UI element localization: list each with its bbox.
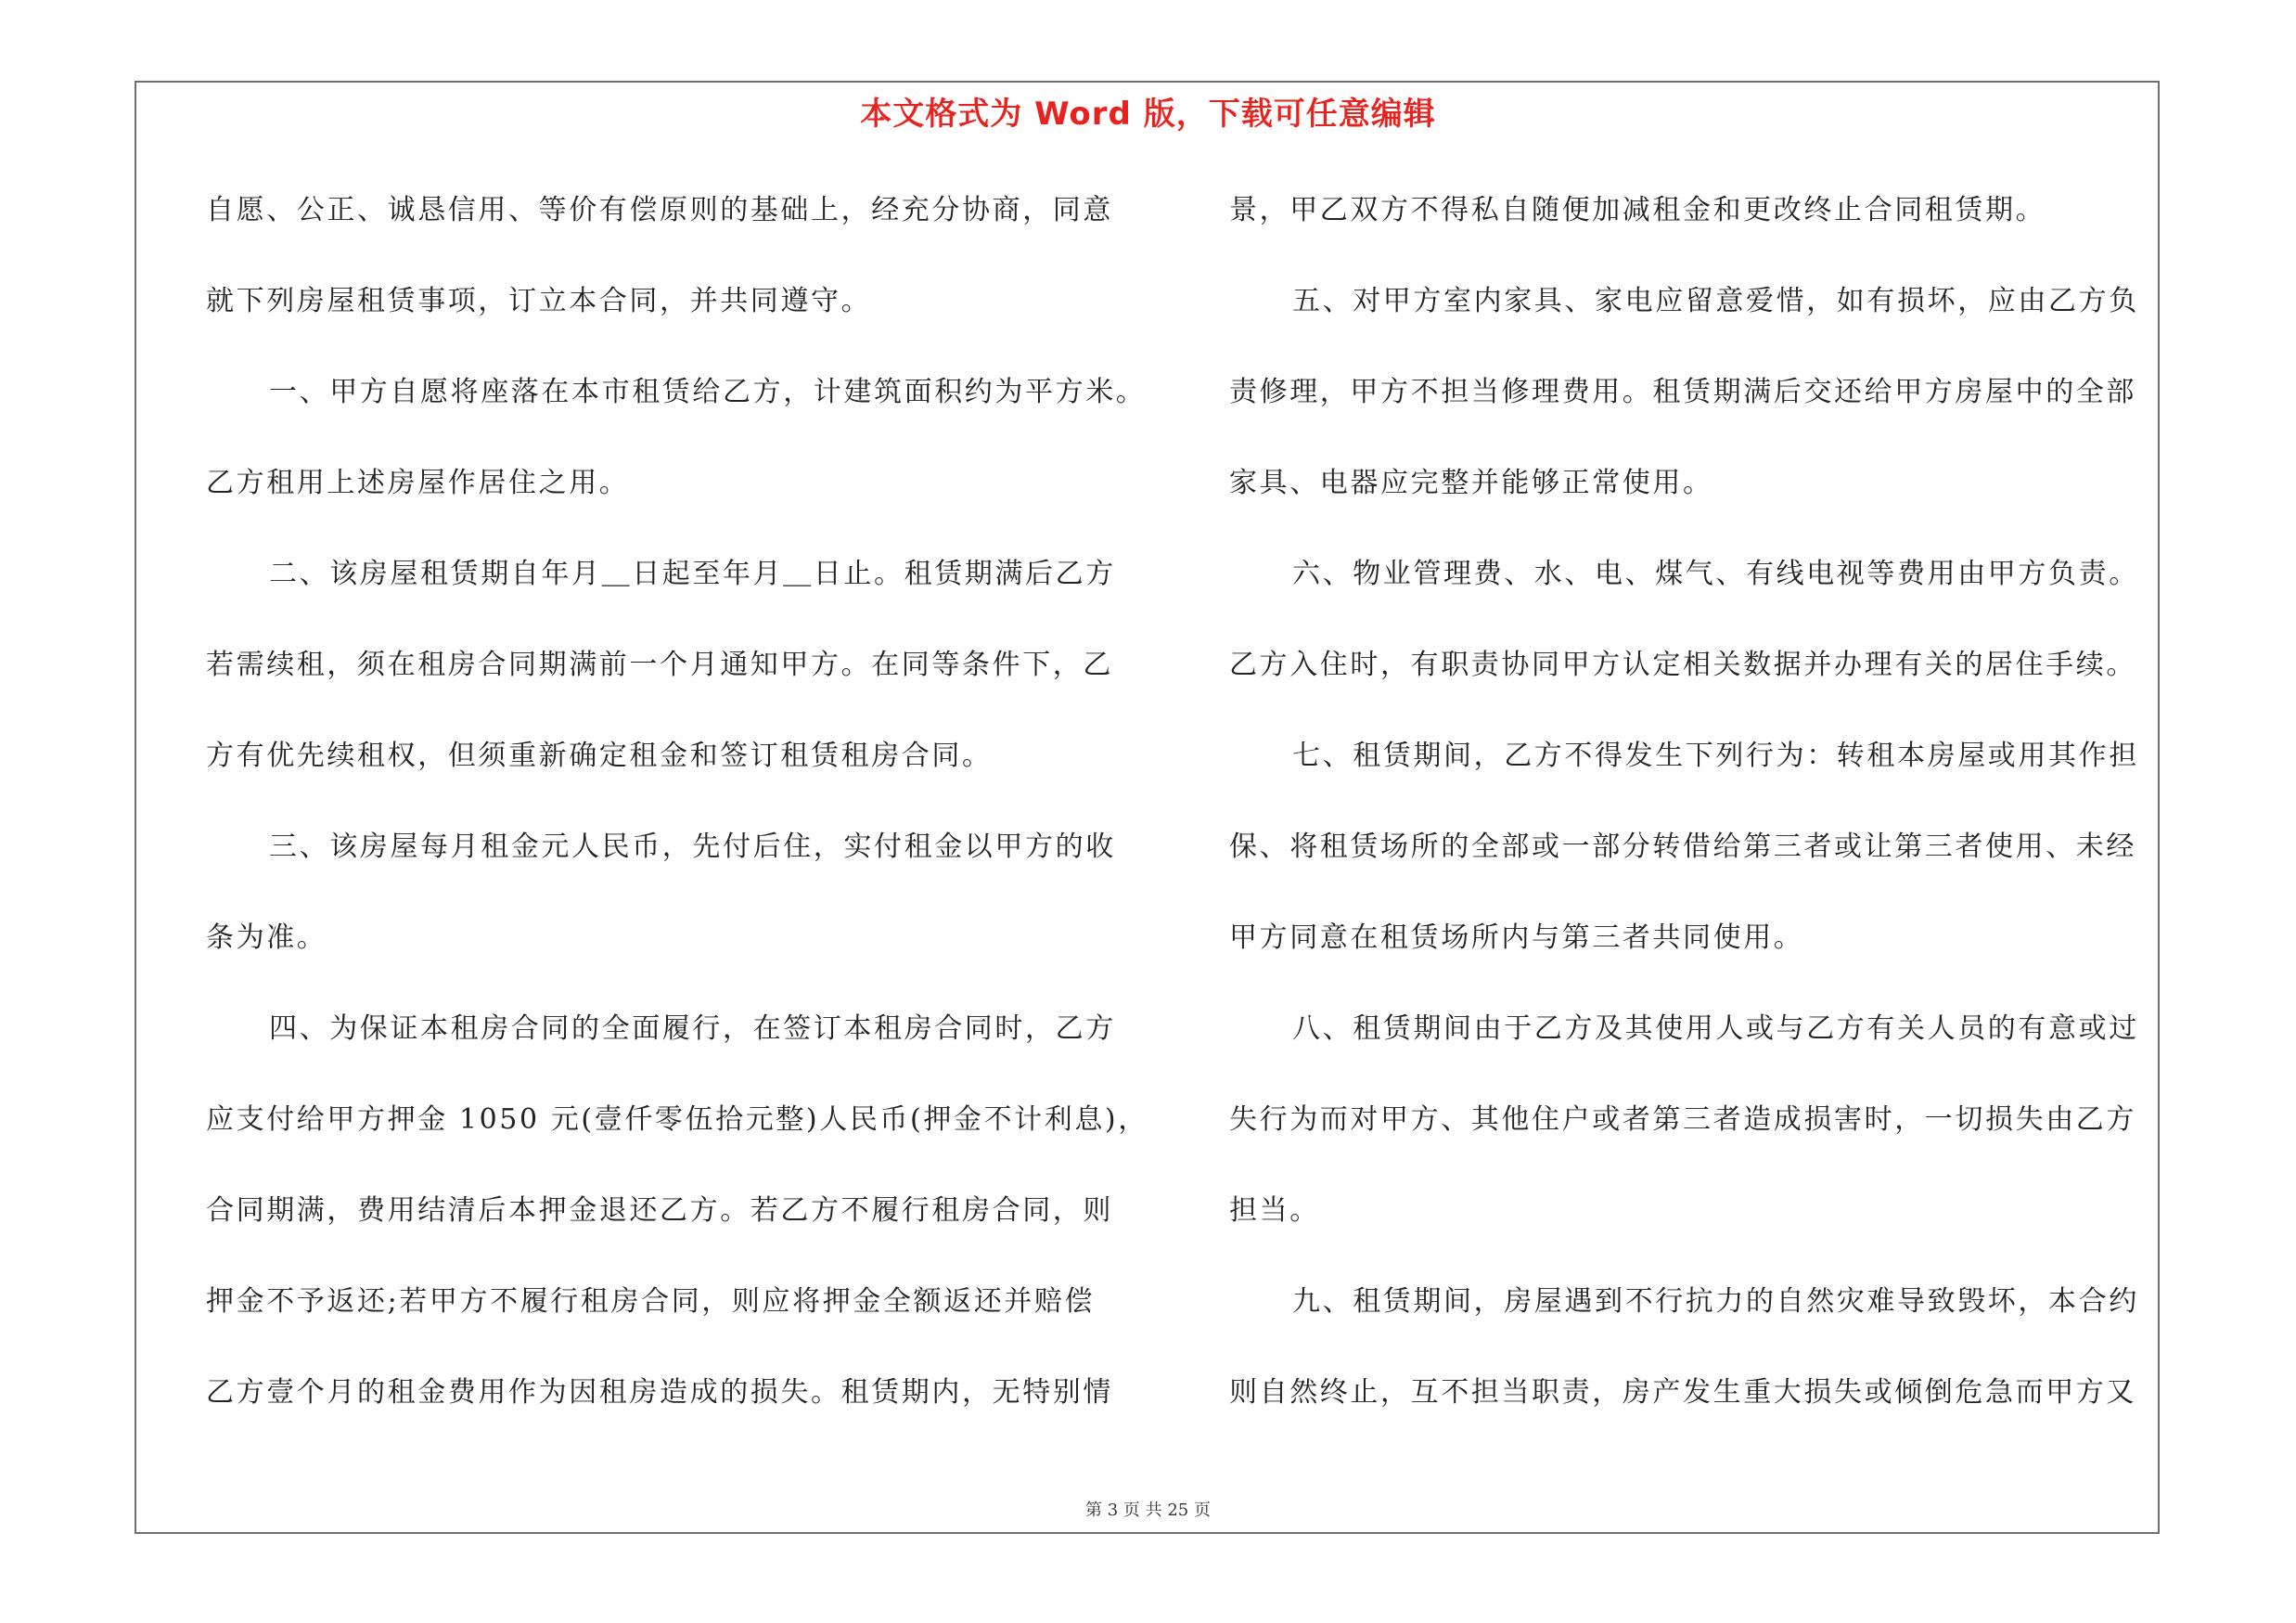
text-line: 乙方入住时，有职责协同甲方认定相关数据并办理有关的居住手续。 <box>1229 649 2136 681</box>
text-line: 保、将租赁场所的全部或一部分转借给第三者或让第三者使用、未经 <box>1229 831 2136 863</box>
format-banner: 本文格式为 Word 版，下载可任意编辑 <box>860 96 1436 133</box>
page-number: 第 3 页 共 25 页 <box>1085 1501 1211 1520</box>
text-line: 家具、电器应完整并能够正常使用。 <box>1229 467 1713 499</box>
text-line: 押金不予返还;若甲方不履行租房合同，则应将押金全额返还并赔偿 <box>206 1285 1096 1318</box>
clause-5-line: 五、对甲方室内家具、家电应留意爱惜，如有损坏，应由乙方负 <box>1292 285 2139 317</box>
clause-1-line: 一、甲方自愿将座落在本市租赁给乙方，计建筑面积约为平方米。 <box>269 376 1147 408</box>
text-line: 失行为而对甲方、其他住户或者第三者造成损害时，一切损失由乙方 <box>1229 1103 2136 1136</box>
left-column <box>206 183 1148 1456</box>
text-line: 自愿、公正、诚恳信用、等价有偿原则的基础上，经充分协商，同意 <box>206 194 1113 226</box>
text-line: 应支付给甲方押金 1050 元(壹仟零伍拾元整)人民币(押金不计利息)， <box>206 1103 1148 1136</box>
text-line: 景，甲乙双方不得私自随便加减租金和更改终止合同租赁期。 <box>1229 194 2046 226</box>
clause-2-line: 二、该房屋租赁期自年月＿日起至年月＿日止。租赁期满后乙方 <box>269 558 1116 590</box>
clause-9-line: 九、租赁期间，房屋遇到不行抗力的自然灾难导致毁坏，本合约 <box>1292 1285 2139 1318</box>
text-line: 条为准。 <box>206 921 327 954</box>
text-line: 乙方租用上述房屋作居住之用。 <box>206 467 630 499</box>
text-line: 甲方同意在租赁场所内与第三者共同使用。 <box>1229 921 1804 954</box>
clause-4-line: 四、为保证本租房合同的全面履行，在签订本租房合同时，乙方 <box>269 1012 1116 1045</box>
text-line: 则自然终止，互不担当职责，房产发生重大损失或倾倒危急而甲方又 <box>1229 1376 2136 1409</box>
text-line: 责修理，甲方不担当修理费用。租赁期满后交还给甲方房屋中的全部 <box>1229 376 2136 408</box>
clause-6-line: 六、物业管理费、水、电、煤气、有线电视等费用由甲方负责。 <box>1292 558 2139 590</box>
text-line: 乙方壹个月的租金费用作为因租房造成的损失。租赁期内，无特别情 <box>206 1376 1113 1409</box>
clause-7-line: 七、租赁期间，乙方不得发生下列行为：转租本房屋或用其作担 <box>1292 740 2139 772</box>
text-line: 方有优先续租权，但须重新确定租金和签订租赁租房合同。 <box>206 740 993 772</box>
text-line: 合同期满，费用结清后本押金退还乙方。若乙方不履行租房合同，则 <box>206 1194 1113 1227</box>
text-line: 担当。 <box>1229 1194 1320 1227</box>
clause-8-line: 八、租赁期间由于乙方及其使用人或与乙方有关人员的有意或过 <box>1292 1012 2139 1045</box>
clause-3-line: 三、该房屋每月租金元人民币，先付后住，实付租金以甲方的收 <box>269 831 1116 863</box>
text-line: 就下列房屋租赁事项，订立本合同，并共同遵守。 <box>206 285 872 317</box>
right-column <box>1229 183 2166 1456</box>
text-line: 若需续租，须在租房合同期满前一个月通知甲方。在同等条件下，乙 <box>206 649 1113 681</box>
